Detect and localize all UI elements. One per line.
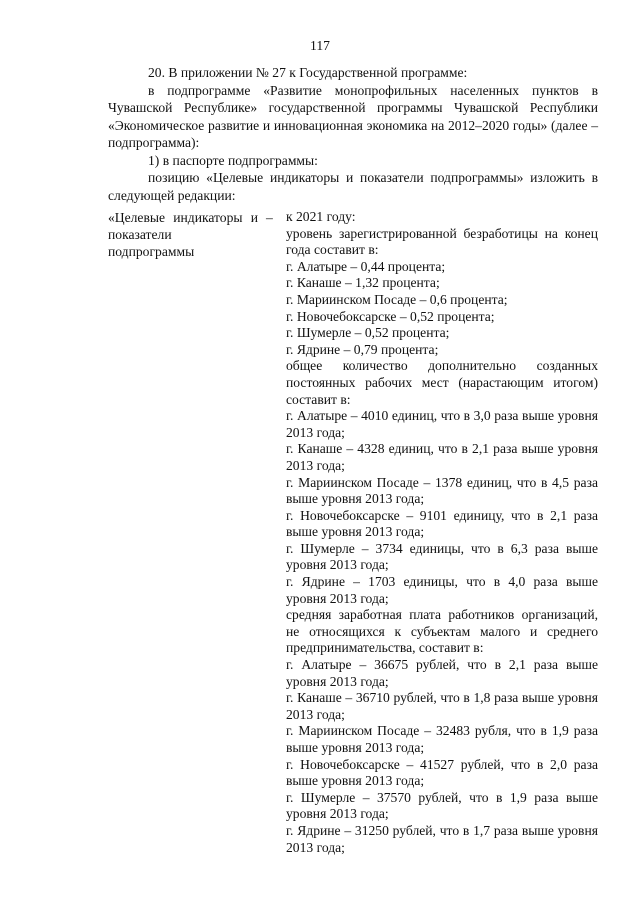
indicator-line: г. Алатыре – 0,44 процента; — [286, 258, 446, 274]
indicator-line: г. Канаше – 36710 рублей, что в 1,8 раза выше уровня 2013 года; — [286, 690, 598, 722]
indicator-line: г. Ядрине – 0,79 процента; — [286, 341, 439, 357]
indicators-label: «Целевые индикаторы и показатели подпрограммы — [108, 210, 258, 260]
indicator-line: средняя заработная плата работников организаций, не относящихся к субъектам малого и среднего предпринимательства, составит в: — [286, 607, 598, 656]
indicator-line: общее количество дополнительно созданных постоянных рабочих мест (нарастающим итогом) составит в: — [286, 358, 598, 407]
indicators-values — [286, 209, 598, 856]
indicator-line: уровень зарегистрированной безработицы на конец года составит в: — [286, 225, 598, 258]
indicator-line: г. Ядрине – 1703 единицы, что в 4,0 раза выше уровня 2013 года; — [286, 574, 598, 606]
indicator-line: г. Новочебоксарске – 9101 единицу, что в 2,1 раза выше уровня 2013 года; — [286, 507, 598, 540]
indicator-line: г. Мариинском Посаде – 1378 единиц, что в 4,5 раза выше уровня 2013 года; — [286, 474, 598, 507]
indicator-line: г. Новочебоксарске – 41527 рублей, что в 2,0 раза выше уровня 2013 года; — [286, 756, 598, 789]
page-number: 117 — [310, 38, 330, 53]
subprogram-paragraph: в подпрограмме «Развитие монопрофильных населенных пунктов в Чувашской Республике» государственной программы Чувашской Республики «Экономическое развитие и инновационная экономика на 2012–2020 годы» (далее – подпрограмма): — [108, 82, 598, 150]
indicator-line: г. Алатыре – 4010 единиц, что в 3,0 раза выше уровня 2013 года; — [286, 408, 598, 440]
indicator-line: г. Канаше – 4328 единиц, что в 2,1 раза выше уровня 2013 года; — [286, 441, 598, 473]
indicator-line: г. Ядрине – 31250 рублей, что в 1,7 раза выше уровня 2013 года; — [286, 822, 598, 855]
indicator-line: г. Шумерле – 3734 единицы, что в 6,3 раза выше уровня 2013 года; — [286, 540, 598, 573]
indicator-line: к 2021 году: — [286, 209, 356, 224]
indicator-line: г. Шумерле – 37570 рублей, что в 1,9 раза выше уровня 2013 года; — [286, 789, 598, 822]
indicator-line: г. Алатыре – 36675 рублей, что в 2,1 раза выше уровня 2013 года; — [286, 657, 598, 689]
intro-section — [108, 64, 598, 204]
passport-paragraph: 1) в паспорте подпрограммы: — [148, 152, 318, 168]
indicator-line: г. Новочебоксарске – 0,52 процента; — [286, 308, 495, 324]
amendment-heading: 20. В приложении № 27 к Государственной программе: — [148, 65, 468, 80]
position-paragraph: позицию «Целевые индикаторы и показатели подпрограммы» изложить в следующей редакции: — [108, 170, 598, 203]
indicator-line: г. Мариинском Посаде – 32483 рубля, что в 1,9 раза выше уровня 2013 года; — [286, 723, 598, 755]
separator-dash: – — [266, 210, 273, 225]
indicator-line: г. Канаше – 1,32 процента; — [286, 275, 440, 291]
indicator-line: г. Шумерле – 0,52 процента; — [286, 325, 450, 341]
indicator-line: г. Мариинском Посаде – 0,6 процента; — [286, 291, 508, 307]
